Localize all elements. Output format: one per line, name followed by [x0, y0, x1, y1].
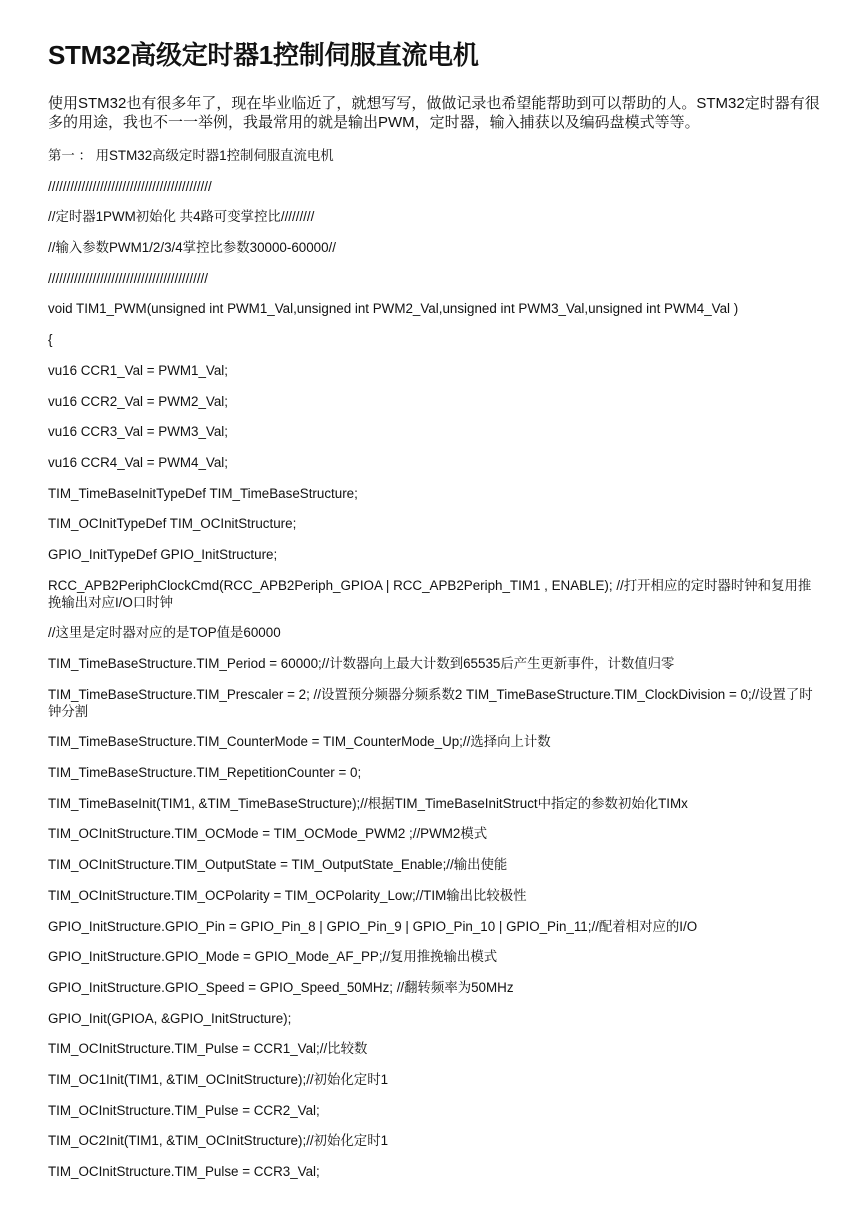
code-line: TIM_OCInitStructure.TIM_Pulse = CCR2_Val; — [48, 1102, 320, 1118]
code-line: TIM_OCInitStructure.TIM_Pulse = CCR1_Val;//比较数 — [48, 1041, 368, 1057]
code-line: vu16 CCR4_Val = PWM4_Val; — [48, 454, 228, 470]
document-page — [48, 38, 824, 1194]
code-line: GPIO_Init(GPIOA, &GPIO_InitStructure); — [48, 1010, 292, 1026]
code-line: TIM_OCInitStructure.TIM_OutputState = TIM_OutputState_Enable;//输出使能 — [48, 857, 508, 873]
code-line: TIM_OCInitStructure.TIM_Pulse = CCR3_Val; — [48, 1164, 320, 1179]
code-line: TIM_OCInitStructure.TIM_OCPolarity = TIM_OCPolarity_Low;//TIM输出比较极性 — [48, 887, 527, 903]
code-line: GPIO_InitStructure.GPIO_Pin = GPIO_Pin_8 | GPIO_Pin_9 | GPIO_Pin_10 | GPIO_Pin_11;//配着相对应的I/O — [48, 918, 698, 934]
code-line: TIM_TimeBaseStructure.TIM_CounterMode = TIM_CounterMode_Up;//选择向上计数 — [48, 734, 551, 750]
code-line: /////////////////////////////////////////// — [48, 270, 208, 286]
code-line: TIM_OC1Init(TIM1, &TIM_OCInitStructure);//初始化定时1 — [48, 1071, 389, 1087]
code-line: TIM_TimeBaseStructure.TIM_RepetitionCounter = 0; — [48, 765, 362, 781]
code-line: TIM_OC2Init(TIM1, &TIM_OCInitStructure);//初始化定时1 — [48, 1133, 389, 1149]
code-line: //这里是定时器对应的是TOP值是60000 — [48, 625, 281, 641]
code-line: TIM_TimeBaseStructure.TIM_Prescaler = 2; //设置预分频器分频系数2 TIM_TimeBaseStructure.TIM_ClockDivision = 0;//设置了时钟分割 — [48, 686, 813, 719]
code-line: vu16 CCR1_Val = PWM1_Val; — [48, 362, 228, 378]
code-line: //输入参数PWM1/2/3/4掌控比参数30000-60000// — [48, 240, 337, 256]
code-line: //////////////////////////////////////////// — [48, 178, 212, 194]
code-line: TIM_TimeBaseInit(TIM1, &TIM_TimeBaseStructure);//根据TIM_TimeBaseInitStruct中指定的参数初始化TIMx — [48, 795, 688, 811]
code-line: { — [48, 332, 53, 348]
document-title: STM32高级定时器1控制伺服直流电机 — [48, 40, 479, 70]
code-line: vu16 CCR3_Val = PWM3_Val; — [48, 424, 228, 440]
section-heading: 第一 ： 用STM32高级定时器1控制伺服直流电机 — [48, 148, 334, 163]
code-line: vu16 CCR2_Val = PWM2_Val; — [48, 393, 228, 409]
code-line: GPIO_InitTypeDef GPIO_InitStructure; — [48, 546, 278, 562]
code-line: void TIM1_PWM(unsigned int PWM1_Val,unsigned int PWM2_Val,unsigned int PWM3_Val,unsigned int PWM4_Val ) — [48, 301, 739, 317]
code-line: TIM_TimeBaseInitTypeDef TIM_TimeBaseStructure; — [48, 485, 358, 501]
code-line: //定时器1PWM初始化 共4路可变掌控比///////// — [48, 209, 315, 225]
code-line: TIM_TimeBaseStructure.TIM_Period = 60000;//计数器向上最大计数到65535后产生更新事件，计数值归零 — [48, 656, 675, 671]
code-line: TIM_OCInitTypeDef TIM_OCInitStructure; — [48, 516, 297, 532]
code-line: RCC_APB2PeriphClockCmd(RCC_APB2Periph_GPIOA | RCC_APB2Periph_TIM1 , ENABLE); //打开相应的定时器时钟和复用推挽输出对应I/O口时钟 — [48, 577, 812, 610]
code-line: GPIO_InitStructure.GPIO_Mode = GPIO_Mode_AF_PP;//复用推挽输出模式 — [48, 949, 498, 965]
code-lines — [48, 147, 824, 1180]
intro-paragraph: 使用STM32也有很多年了，现在毕业临近了，就想写写，做做记录也希望能帮助到可以帮助的人。STM32定时器有很多的用途，我也不一一举例，我最常用的就是输出PWM，定时器，输入捕获以及编码盘模式等等。 — [48, 95, 820, 131]
code-line: GPIO_InitStructure.GPIO_Speed = GPIO_Speed_50MHz; //翻转频率为50MHz — [48, 979, 514, 995]
code-line: TIM_OCInitStructure.TIM_OCMode = TIM_OCMode_PWM2 ;//PWM2模式 — [48, 826, 488, 842]
